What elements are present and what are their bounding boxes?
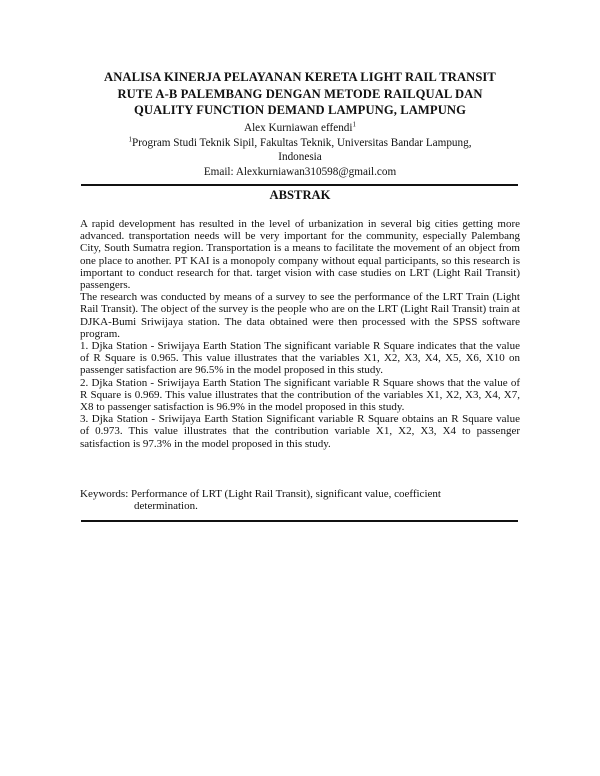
abstract-paragraph: 2. Djka Station - Sriwijaya Earth Station The significant variable R Square shows that the value of R Square is 0.969. This value illustrates that the contribution of the variables X1, X2, X3, X4, X7, X8 to passenger satisfaction is 96.9% in the model proposed in this study. — [80, 376, 520, 414]
author-line — [0, 121, 600, 135]
affiliation-line-2: Indonesia — [278, 150, 322, 163]
abstract-body — [80, 218, 520, 450]
title-line-2: RUTE A-B PALEMBANG DENGAN METODE RAILQUAL DAN — [117, 86, 483, 101]
title-line-1: ANALISA KINERJA PELAYANAN KERETA LIGHT RAIL TRANSIT — [104, 70, 496, 84]
keywords-line-1: Keywords: Performance of LRT (Light Rail Transit), significant value, coefficient — [80, 488, 441, 500]
abstract-paragraph: 1. Djka Station - Sriwijaya Earth Station The significant variable R Square indicates that the value of R Square is 0.965. This value illustrates that the variables X1, X2, X3, X4, X5, X6, X10 on passenger satisfaction are 96.5% in the model proposed in this study. — [80, 340, 520, 377]
affiliation-superscript: 1 — [128, 135, 132, 144]
bottom-divider — [81, 520, 518, 522]
author-name: Alex Kurniawan effendi — [243, 122, 353, 134]
author-email: Email: Alexkurniawan310598@gmail.com — [203, 166, 397, 178]
abstract-paragraph: A rapid development has resulted in the level of urbanization in several big cities getting more advanced. transportation needs will be very important for the community, especially Palembang City, South Sumatra region. Transportation is a means to facilitate the movement of an object from one place to another. PT KAI is a monopoly company without equal participants, so this research is important to conduct research for that. target vision with case studies on LRT (Light Rail Transit) passengers. — [80, 218, 520, 292]
author-superscript: 1 — [352, 120, 357, 129]
affiliation-line-1: Program Studi Teknik Sipil, Fakultas Teknik, Universitas Bandar Lampung, — [131, 137, 472, 149]
abstract-paragraph: 3. Djka Station - Sriwijaya Earth Station Significant variable R Square obtains an R Square value of 0.973. This value illustrates that the contribution variable X1, X2, X3, X4 to passenger satisfaction is 97.3% in the model proposed in this study. — [80, 413, 520, 450]
top-divider — [81, 184, 518, 186]
paper-title — [60, 69, 540, 119]
title-line-3: QUALITY FUNCTION DEMAND LAMPUNG, LAMPUNG — [133, 103, 466, 117]
affiliation — [60, 137, 540, 164]
abstract-heading: ABSTRAK — [269, 188, 331, 202]
keywords — [80, 488, 520, 512]
abstract-paragraph: The research was conducted by means of a survey to see the performance of the LRT Train (Light Rail Transit). The object of the survey is the people who are on the LRT (Light Rail Transit) train at DJKA-Bumi Sriwijaya station. The data obtained were then processed with the SPSS software program. — [80, 291, 520, 340]
keywords-line-2: determination. — [134, 500, 198, 513]
